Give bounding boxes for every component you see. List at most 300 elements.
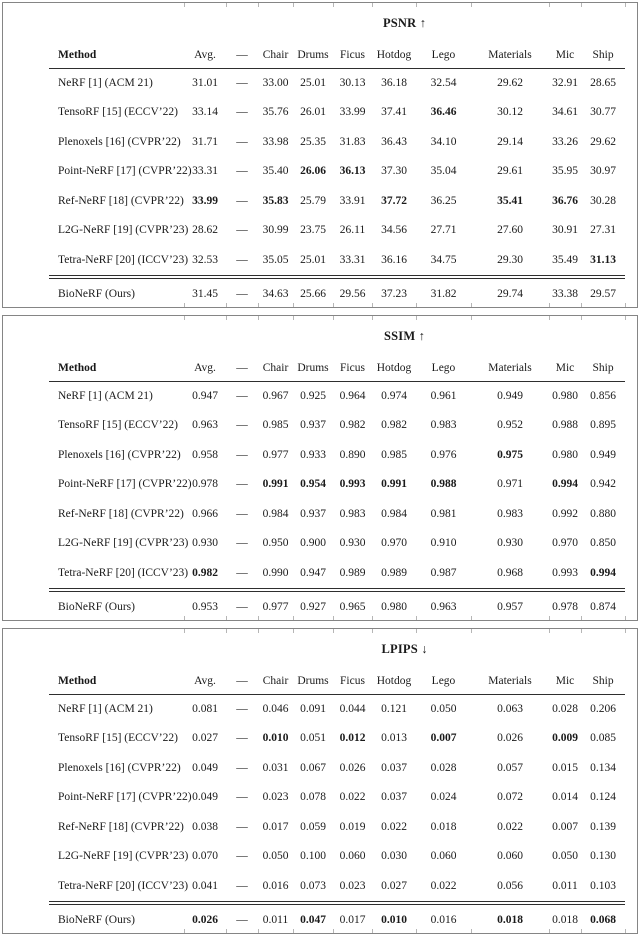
value-cell: — — [236, 448, 248, 461]
value-cell: 26.01 — [300, 106, 326, 119]
value-cell: 0.980 — [381, 600, 407, 613]
value-cell: 34.56 — [381, 224, 407, 237]
value-cell: 0.994 — [590, 566, 616, 579]
value-cell: 31.13 — [590, 253, 616, 266]
value-cell: 31.82 — [430, 287, 457, 300]
value-cell: 0.985 — [381, 448, 407, 461]
value-cell: 0.016 — [262, 879, 289, 892]
method-cell: TensoRF [15] (ECCV’22) — [58, 419, 178, 432]
column-header: Ship — [581, 669, 625, 694]
value-cell: — — [236, 135, 248, 148]
value-cell: — — [236, 600, 248, 613]
value-cell: 32.91 — [552, 77, 578, 89]
value-cell: 31.45 — [192, 287, 218, 300]
column-rule-tick — [416, 929, 417, 933]
column-rule-tick — [226, 303, 227, 307]
value-cell: 0.068 — [590, 913, 616, 926]
method-cell: NeRF [1] (ACM 21) — [58, 77, 153, 89]
column-rule-tick — [372, 316, 373, 320]
column-rule-tick — [184, 616, 185, 620]
column-header: Lego — [416, 356, 471, 381]
value-cell: 35.83 — [262, 194, 289, 207]
value-cell: 0.988 — [552, 419, 578, 432]
value-cell: 0.063 — [497, 703, 523, 715]
column-rule-tick — [372, 303, 373, 307]
value-cell: 0.968 — [497, 566, 523, 579]
column-header: Method — [49, 43, 184, 68]
method-cell: Plenoxels [16] (CVPR’22) — [58, 448, 181, 461]
column-rule-tick — [333, 616, 334, 620]
column-header: Chair — [258, 356, 293, 381]
column-rule-tick — [625, 616, 626, 620]
value-cell: — — [236, 390, 248, 402]
value-cell: 0.044 — [339, 703, 366, 715]
value-cell: 30.97 — [590, 165, 616, 178]
value-cell: 35.95 — [552, 165, 578, 178]
value-cell: 0.981 — [430, 507, 457, 520]
value-cell: 0.987 — [430, 566, 457, 579]
method-cell: Ref-NeRF [18] (CVPR’22) — [58, 820, 184, 833]
column-rule-tick — [372, 629, 373, 633]
column-rule-tick — [372, 929, 373, 933]
column-rule-tick — [258, 316, 259, 320]
value-cell: 0.983 — [339, 507, 366, 520]
value-cell: 0.967 — [262, 390, 289, 402]
value-cell: 0.988 — [430, 478, 457, 491]
value-cell: 35.49 — [552, 253, 578, 266]
table-row — [49, 440, 625, 470]
table-row — [49, 470, 625, 500]
value-cell: 0.993 — [339, 478, 366, 491]
table-row — [49, 558, 625, 588]
column-rule-tick — [293, 3, 294, 7]
value-cell: 25.66 — [300, 287, 326, 300]
value-cell: 0.049 — [192, 761, 218, 774]
value-cell: 0.980 — [552, 390, 578, 402]
method-cell: Plenoxels [16] (CVPR’22) — [58, 135, 181, 148]
value-cell: 33.91 — [339, 194, 366, 207]
column-header: Ficus — [333, 356, 372, 381]
value-cell: 0.937 — [300, 507, 326, 520]
value-cell: 0.874 — [590, 600, 616, 613]
column-rule-tick — [416, 616, 417, 620]
value-cell: 33.98 — [262, 135, 289, 148]
column-rule-tick — [226, 629, 227, 633]
column-rule-tick — [258, 616, 259, 620]
column-header: Chair — [258, 669, 293, 694]
value-cell: 0.989 — [339, 566, 366, 579]
column-header: Method — [49, 669, 184, 694]
value-cell: 34.75 — [430, 253, 457, 266]
value-cell: 0.017 — [262, 820, 289, 833]
value-cell: 0.942 — [590, 478, 616, 491]
value-cell: 0.056 — [497, 879, 523, 892]
column-header: Avg. — [184, 356, 226, 381]
column-rule-tick — [372, 616, 373, 620]
value-cell: 35.05 — [262, 253, 289, 266]
value-cell: 0.974 — [381, 390, 407, 402]
value-cell: 0.937 — [300, 419, 326, 432]
value-cell: 0.925 — [300, 390, 326, 402]
value-cell: 0.984 — [262, 507, 289, 520]
value-cell: 0.927 — [300, 600, 326, 613]
value-cell: 29.30 — [497, 253, 523, 266]
column-header: Lego — [416, 669, 471, 694]
table-row — [49, 245, 625, 275]
value-cell: 0.130 — [590, 850, 616, 863]
value-cell: 0.900 — [300, 537, 326, 550]
column-header: Hotdog — [372, 669, 416, 694]
column-rule-tick — [333, 316, 334, 320]
value-cell: 0.026 — [192, 913, 218, 926]
value-cell: 33.99 — [339, 106, 366, 119]
value-cell: 0.038 — [192, 820, 218, 833]
column-rule-tick — [333, 3, 334, 7]
table-row — [49, 842, 625, 872]
value-cell: 0.060 — [497, 850, 523, 863]
table-row — [49, 411, 625, 441]
table-row — [49, 280, 625, 308]
column-header: Mic — [549, 669, 581, 694]
value-cell: — — [236, 566, 248, 579]
table-row — [49, 871, 625, 901]
column-rule-tick — [333, 629, 334, 633]
column-rule-tick — [581, 303, 582, 307]
column-rule-tick — [333, 303, 334, 307]
value-cell: 36.18 — [381, 77, 407, 89]
psnr-grid — [49, 3, 625, 308]
value-cell: 0.976 — [430, 448, 457, 461]
column-rule-tick — [581, 316, 582, 320]
column-header-row — [49, 43, 625, 68]
value-cell: 0.134 — [590, 761, 616, 774]
value-cell: — — [236, 913, 248, 926]
value-cell: 0.958 — [192, 448, 218, 461]
table-title-row — [49, 3, 625, 43]
value-cell: 36.25 — [430, 194, 457, 207]
value-cell: 0.050 — [262, 850, 289, 863]
column-rule-tick — [416, 303, 417, 307]
column-rule-tick — [625, 303, 626, 307]
value-cell: 0.022 — [339, 791, 366, 804]
value-cell: 36.16 — [381, 253, 407, 266]
value-cell: 36.46 — [430, 106, 457, 119]
column-rule-tick — [471, 929, 472, 933]
value-cell: — — [236, 419, 248, 432]
column-rule-tick — [471, 303, 472, 307]
value-cell: 0.023 — [339, 879, 366, 892]
table-title: PSNR ↑ — [382, 15, 427, 30]
value-cell: 27.71 — [430, 224, 457, 237]
column-header: Drums — [293, 43, 333, 68]
value-cell: 0.026 — [497, 732, 523, 745]
value-cell: 0.022 — [497, 820, 523, 833]
value-cell: 0.091 — [300, 703, 326, 715]
value-cell: 0.022 — [430, 879, 457, 892]
value-cell: 28.62 — [192, 224, 218, 237]
column-rule-tick — [581, 929, 582, 933]
column-rule-tick — [184, 929, 185, 933]
value-cell: 36.76 — [552, 194, 578, 207]
method-cell: TensoRF [15] (ECCV’22) — [58, 106, 178, 119]
value-cell: — — [236, 732, 248, 745]
table-row — [49, 753, 625, 783]
value-cell: 0.070 — [192, 850, 218, 863]
table-row — [49, 68, 625, 98]
value-cell: 31.83 — [339, 135, 366, 148]
method-cell: Point-NeRF [17] (CVPR’22) — [58, 791, 192, 804]
column-rule-tick — [581, 616, 582, 620]
value-cell: 0.007 — [552, 820, 578, 833]
value-cell: 0.050 — [552, 850, 578, 863]
value-cell: 30.91 — [552, 224, 578, 237]
value-cell: 0.009 — [552, 732, 578, 745]
method-cell: Point-NeRF [17] (CVPR’22) — [58, 478, 192, 491]
value-cell: — — [236, 478, 248, 491]
title-spacer — [49, 316, 184, 356]
value-cell: 0.050 — [430, 703, 457, 715]
value-cell: 34.61 — [552, 106, 578, 119]
value-cell: 0.880 — [590, 507, 616, 520]
method-cell: Plenoxels [16] (CVPR’22) — [58, 761, 181, 774]
table-row — [49, 499, 625, 529]
value-cell: 36.13 — [339, 165, 366, 178]
value-cell: 0.930 — [192, 537, 218, 550]
value-cell: 0.982 — [192, 566, 218, 579]
value-cell: 0.991 — [262, 478, 289, 491]
value-cell: 0.022 — [381, 820, 407, 833]
value-cell: 30.99 — [262, 224, 289, 237]
column-rule-tick — [372, 3, 373, 7]
column-rule-tick — [581, 629, 582, 633]
value-cell: 0.975 — [497, 448, 523, 461]
column-rule-tick — [471, 616, 472, 620]
value-cell: — — [236, 850, 248, 863]
value-cell: 0.963 — [192, 419, 218, 432]
value-cell: 30.77 — [590, 106, 616, 119]
column-rule-tick — [293, 316, 294, 320]
value-cell: 0.949 — [590, 448, 616, 461]
value-cell: 0.011 — [552, 879, 578, 892]
value-cell: 0.051 — [300, 732, 326, 745]
value-cell: 0.047 — [300, 913, 326, 926]
value-cell: — — [236, 703, 248, 715]
value-cell: 0.124 — [590, 791, 616, 804]
value-cell: 0.060 — [430, 850, 457, 863]
table-title: LPIPS ↓ — [381, 641, 428, 656]
value-cell: 0.856 — [590, 390, 616, 402]
value-cell: 0.019 — [339, 820, 366, 833]
value-cell: 29.56 — [339, 287, 366, 300]
value-cell: 0.016 — [430, 913, 457, 926]
column-rule-tick — [184, 3, 185, 7]
value-cell: 32.54 — [430, 77, 457, 89]
table-title-row — [49, 629, 625, 669]
value-cell: 33.14 — [192, 106, 218, 119]
method-cell: Tetra-NeRF [20] (ICCV’23) — [58, 566, 189, 579]
column-header: — — [226, 356, 258, 381]
value-cell: 29.74 — [497, 287, 523, 300]
value-cell: 0.984 — [381, 507, 407, 520]
column-rule-tick — [226, 3, 227, 7]
value-cell: 34.63 — [262, 287, 289, 300]
column-header: Drums — [293, 356, 333, 381]
method-cell: TensoRF [15] (ECCV’22) — [58, 732, 178, 745]
value-cell: 0.954 — [300, 478, 326, 491]
value-cell: 0.978 — [552, 600, 578, 613]
column-header: Hotdog — [372, 356, 416, 381]
value-cell: 0.850 — [590, 537, 616, 550]
value-cell: 31.01 — [192, 77, 218, 89]
value-cell: 36.43 — [381, 135, 407, 148]
value-cell: 28.65 — [590, 77, 616, 89]
value-cell: — — [236, 106, 248, 119]
value-cell: 0.010 — [262, 732, 289, 745]
table-row — [49, 186, 625, 216]
column-rule-tick — [471, 316, 472, 320]
value-cell: 37.72 — [381, 194, 407, 207]
value-cell: 0.983 — [430, 419, 457, 432]
table-title: SSIM ↑ — [383, 328, 426, 343]
value-cell: 0.060 — [339, 850, 366, 863]
value-cell: 0.983 — [497, 507, 523, 520]
value-cell: 35.41 — [497, 194, 523, 207]
column-header: Method — [49, 356, 184, 381]
column-rule-tick — [226, 929, 227, 933]
value-cell: 0.910 — [430, 537, 457, 550]
value-cell: 0.993 — [552, 566, 578, 579]
method-cell: BioNeRF (Ours) — [58, 600, 135, 613]
value-cell: — — [236, 791, 248, 804]
value-cell: 0.031 — [262, 761, 289, 774]
column-header: Lego — [416, 43, 471, 68]
value-cell: 33.00 — [262, 77, 289, 89]
value-cell: 0.018 — [430, 820, 457, 833]
column-rule-tick — [549, 3, 550, 7]
value-cell: 0.013 — [381, 732, 407, 745]
value-cell: 0.952 — [497, 419, 523, 432]
value-cell: 0.078 — [300, 791, 326, 804]
value-cell: 0.073 — [300, 879, 326, 892]
value-cell: 0.028 — [430, 761, 457, 774]
column-header: Materials — [471, 43, 549, 68]
value-cell: 0.067 — [300, 761, 326, 774]
column-rule-tick — [184, 303, 185, 307]
column-rule-tick — [293, 616, 294, 620]
value-cell: 0.121 — [381, 703, 407, 715]
value-cell: 0.012 — [339, 732, 366, 745]
value-cell: 0.947 — [300, 566, 326, 579]
column-rule-tick — [258, 629, 259, 633]
value-cell: 0.970 — [552, 537, 578, 550]
value-cell: — — [236, 537, 248, 550]
column-header: Avg. — [184, 43, 226, 68]
column-rule-tick — [549, 303, 550, 307]
value-cell: 0.989 — [381, 566, 407, 579]
method-cell: Ref-NeRF [18] (CVPR’22) — [58, 507, 184, 520]
value-cell: 0.139 — [590, 820, 616, 833]
value-cell: 0.930 — [497, 537, 523, 550]
column-rule-tick — [258, 929, 259, 933]
value-cell: 27.31 — [590, 224, 616, 237]
title-spacer — [49, 3, 184, 43]
value-cell: 29.62 — [590, 135, 616, 148]
value-cell: 31.71 — [192, 135, 218, 148]
value-cell: 25.01 — [300, 253, 326, 266]
column-rule-tick — [293, 629, 294, 633]
ssim-grid — [49, 316, 625, 621]
column-rule-tick — [549, 629, 550, 633]
method-cell: L2G-NeRF [19] (CVPR’23) — [58, 224, 189, 237]
column-rule-tick — [625, 929, 626, 933]
value-cell: 30.13 — [339, 77, 366, 89]
value-cell: 0.041 — [192, 879, 218, 892]
value-cell: 27.60 — [497, 224, 523, 237]
value-cell: 25.01 — [300, 77, 326, 89]
column-header-row — [49, 356, 625, 381]
column-rule-tick — [258, 303, 259, 307]
value-cell: 0.947 — [192, 390, 218, 402]
value-cell: 0.046 — [262, 703, 289, 715]
method-cell: BioNeRF (Ours) — [58, 913, 135, 926]
table-row — [49, 216, 625, 246]
value-cell: 23.75 — [300, 224, 326, 237]
value-cell: 0.985 — [262, 419, 289, 432]
value-cell: 0.011 — [262, 913, 289, 926]
column-header: — — [226, 669, 258, 694]
value-cell: 35.04 — [430, 165, 457, 178]
column-rule-tick — [258, 3, 259, 7]
value-cell: 37.41 — [381, 106, 407, 119]
column-rule-tick — [471, 3, 472, 7]
value-cell: 0.961 — [430, 390, 457, 402]
value-cell: 25.35 — [300, 135, 326, 148]
value-cell: 0.014 — [552, 791, 578, 804]
column-rule-tick — [549, 616, 550, 620]
column-header: Chair — [258, 43, 293, 68]
table-row — [49, 724, 625, 754]
table-row — [49, 906, 625, 934]
value-cell: 29.57 — [590, 287, 616, 300]
value-cell: 33.99 — [192, 194, 218, 207]
value-cell: 0.081 — [192, 703, 218, 715]
value-cell: 25.79 — [300, 194, 326, 207]
method-cell: NeRF [1] (ACM 21) — [58, 703, 153, 715]
value-cell: 0.982 — [339, 419, 366, 432]
value-cell: 0.017 — [339, 913, 366, 926]
value-cell: 0.992 — [552, 507, 578, 520]
value-cell: 0.037 — [381, 761, 407, 774]
value-cell: 0.994 — [552, 478, 578, 491]
value-cell: 34.10 — [430, 135, 457, 148]
value-cell: 35.40 — [262, 165, 289, 178]
value-cell: 0.949 — [497, 390, 523, 402]
column-header: — — [226, 43, 258, 68]
value-cell: — — [236, 253, 248, 266]
method-cell: Point-NeRF [17] (CVPR’22) — [58, 165, 192, 178]
table-row — [49, 127, 625, 157]
value-cell: 0.991 — [381, 478, 407, 491]
value-cell: 0.895 — [590, 419, 616, 432]
value-cell: 0.977 — [262, 600, 289, 613]
value-cell: 0.206 — [590, 703, 616, 715]
value-cell: 33.26 — [552, 135, 578, 148]
value-cell: — — [236, 761, 248, 774]
method-cell: Tetra-NeRF [20] (ICCV’23) — [58, 253, 189, 266]
column-rule-tick — [581, 3, 582, 7]
column-header-row — [49, 669, 625, 694]
value-cell: 29.61 — [497, 165, 523, 178]
